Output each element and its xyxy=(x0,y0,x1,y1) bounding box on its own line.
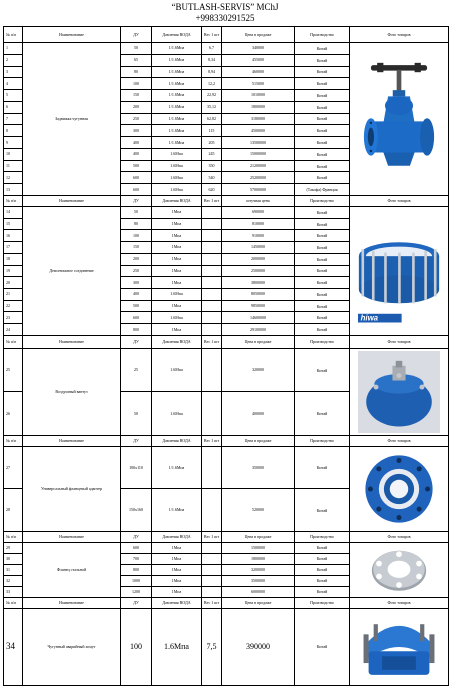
column-header-photo: Фото товаров xyxy=(350,435,449,446)
row-number: 22 xyxy=(4,300,23,312)
cell-weight: 620 xyxy=(202,184,222,196)
cell-producer: Китай xyxy=(295,277,350,289)
cell-price: 455000 xyxy=(222,54,295,66)
cell-price: 690000 xyxy=(222,206,295,218)
product-photo xyxy=(350,43,449,196)
cell-producer: Китай xyxy=(295,446,350,489)
cell-pressure: 1.6Мпа xyxy=(152,312,202,324)
cell-producer: Китай xyxy=(295,324,350,336)
row-number: 25 xyxy=(4,348,23,392)
column-header-num: № п/п xyxy=(4,27,23,43)
cell-weight xyxy=(202,446,222,489)
cell-producer: Китай xyxy=(295,54,350,66)
cell-price: 25200000 xyxy=(222,172,295,184)
column-header-num: № п/п xyxy=(4,435,23,446)
cell-price: 14600000 xyxy=(222,312,295,324)
cell-du: 400 xyxy=(121,148,152,160)
table-row xyxy=(4,446,449,489)
cell-pressure: 1Мпа xyxy=(152,300,202,312)
cell-price: 3800000 xyxy=(222,277,295,289)
column-header-photo: Фото товаров xyxy=(350,531,449,542)
column-header-num: № п/п xyxy=(4,597,23,608)
column-header-du: ДУ xyxy=(121,27,152,43)
cell-du: 1000 xyxy=(121,575,152,586)
cell-pressure: 1Мпа xyxy=(152,218,202,230)
cell-price: 520000 xyxy=(222,489,295,532)
cell-weight: 540 xyxy=(202,172,222,184)
cell-producer: Китай xyxy=(295,253,350,265)
cell-weight: 245 xyxy=(202,148,222,160)
table-header-row xyxy=(4,335,449,348)
row-number: 13 xyxy=(4,184,23,196)
column-header-pressure: Давления ВОДА xyxy=(152,195,202,206)
cell-producer: Китай xyxy=(295,137,350,149)
cell-producer: Китай xyxy=(295,312,350,324)
cell-producer: Китай xyxy=(295,172,350,184)
cell-weight xyxy=(202,242,222,254)
row-number: 24 xyxy=(4,324,23,336)
cell-weight xyxy=(202,265,222,277)
row-number: 3 xyxy=(4,66,23,78)
product-photo xyxy=(350,446,449,531)
row-number: 19 xyxy=(4,265,23,277)
row-number: 7 xyxy=(4,113,23,125)
cell-du: 200 xyxy=(121,101,152,113)
product-photo xyxy=(350,542,449,597)
cell-pressure: 1/1.6Мпа xyxy=(152,125,202,137)
column-header-du: ДУ xyxy=(121,435,152,446)
document-header xyxy=(0,0,450,26)
cell-du: 300 xyxy=(121,125,152,137)
product-photo xyxy=(350,348,449,435)
cell-producer: Китай xyxy=(295,43,350,55)
column-header-weight: Вес 1 шт xyxy=(202,597,222,608)
cell-pressure: 1/1.6Мпа xyxy=(152,446,202,489)
cell-price: 515000 xyxy=(222,78,295,90)
row-number: 14 xyxy=(4,206,23,218)
table-header-row xyxy=(4,597,449,608)
cell-price: 1450000 xyxy=(222,242,295,254)
price-table xyxy=(3,26,449,686)
cell-pressure: 1.6Мпа xyxy=(152,184,202,196)
cell-weight xyxy=(202,206,222,218)
cell-weight xyxy=(202,312,222,324)
cell-du: 100x110 xyxy=(121,446,152,489)
cell-price: 1010000 xyxy=(222,90,295,102)
cell-weight xyxy=(202,277,222,289)
row-number: 23 xyxy=(4,312,23,324)
cell-weight xyxy=(202,564,222,575)
cell-pressure: 1Мпа xyxy=(152,575,202,586)
cell-pressure: 1/1.6Мпа xyxy=(152,54,202,66)
cell-pressure: 1Мпа xyxy=(152,253,202,265)
cell-du: 100 xyxy=(121,230,152,242)
cell-price: 3200000 xyxy=(222,564,295,575)
cell-price: 2000000 xyxy=(222,253,295,265)
cell-weight xyxy=(202,575,222,586)
row-number: 26 xyxy=(4,392,23,436)
cell-pressure: 1/1.6Мпа xyxy=(152,90,202,102)
cell-producer: Китай xyxy=(295,90,350,102)
column-header-price: Цена в продаже xyxy=(222,531,295,542)
product-name: Фланец стальной xyxy=(23,542,121,597)
cell-producer: Китай xyxy=(295,101,350,113)
cell-weight: 35,12 xyxy=(202,101,222,113)
cell-pressure: 1Мпа xyxy=(152,564,202,575)
cell-pressure: 1/1.6Мпа xyxy=(152,137,202,149)
row-number: 11 xyxy=(4,160,23,172)
cell-weight xyxy=(202,392,222,436)
cell-producer: Китай xyxy=(295,125,350,137)
cell-weight xyxy=(202,300,222,312)
cell-producer: Китай xyxy=(295,242,350,254)
cell-du: 100 xyxy=(121,78,152,90)
cell-producer: Китай xyxy=(295,113,350,125)
row-number: 12 xyxy=(4,172,23,184)
cell-price: 4500000 xyxy=(222,125,295,137)
cell-producer: Китай xyxy=(295,160,350,172)
cell-price: 400000 xyxy=(222,392,295,436)
cell-du: 100 xyxy=(121,608,152,685)
cell-du: 600 xyxy=(121,172,152,184)
cell-du: 50 xyxy=(121,206,152,218)
column-header-pressure: Давления ВОДА xyxy=(152,335,202,348)
cell-du: 150 xyxy=(121,242,152,254)
column-header-name: Наименование xyxy=(23,597,121,608)
cell-weight xyxy=(202,230,222,242)
row-number: 15 xyxy=(4,218,23,230)
product-photo xyxy=(350,608,449,685)
cell-pressure: 1/1.6Мпа xyxy=(152,113,202,125)
column-header-photo: Фото товаров xyxy=(350,27,449,43)
cell-du: 400 xyxy=(121,288,152,300)
column-header-producer: Производство xyxy=(295,597,350,608)
row-number: 27 xyxy=(4,446,23,489)
cell-du: 80 xyxy=(121,66,152,78)
cell-pressure: 1Мпа xyxy=(152,553,202,564)
cell-price: 320000 xyxy=(222,348,295,392)
row-number: 10 xyxy=(4,148,23,160)
row-number: 30 xyxy=(4,553,23,564)
column-header-price: Цена в продаже xyxy=(222,335,295,348)
cell-price: 57000000 xyxy=(222,184,295,196)
cell-du: 700 xyxy=(121,553,152,564)
table-header-row xyxy=(4,435,449,446)
row-number: 34 xyxy=(4,608,23,685)
row-number: 9 xyxy=(4,137,23,149)
cell-du: 80 xyxy=(121,218,152,230)
cell-pressure: 1.6Мпа xyxy=(152,608,202,685)
cell-producer: (Такофа) Франция xyxy=(295,184,350,196)
cell-price: 21200000 xyxy=(222,160,295,172)
cell-price: 15000000 xyxy=(222,148,295,160)
cell-pressure: 1/1.6Мпа xyxy=(152,78,202,90)
row-number: 2 xyxy=(4,54,23,66)
column-header-pressure: Давления ВОДА xyxy=(152,597,202,608)
cell-price: 1800000 xyxy=(222,553,295,564)
table-row xyxy=(4,206,449,218)
cell-price: 910000 xyxy=(222,230,295,242)
row-number: 4 xyxy=(4,78,23,90)
cell-du: 200 xyxy=(121,253,152,265)
cell-price: 1500000 xyxy=(222,542,295,553)
cell-pressure: 1/1.6Мпа xyxy=(152,66,202,78)
row-number: 17 xyxy=(4,242,23,254)
column-header-pressure: Давления ВОДА xyxy=(152,27,202,43)
cell-pressure: 1.6Мпа xyxy=(152,288,202,300)
cell-pressure: 1Мпа xyxy=(152,206,202,218)
cell-weight: 62,82 xyxy=(202,113,222,125)
cell-producer: Китай xyxy=(295,348,350,392)
cell-producer: Китай xyxy=(295,608,350,685)
column-header-name: Наименование xyxy=(23,335,121,348)
cell-pressure: 1.6Мпа xyxy=(152,172,202,184)
cell-du: 25 xyxy=(121,348,152,392)
cell-producer: Китай xyxy=(295,542,350,553)
cell-producer: Китай xyxy=(295,553,350,564)
cell-producer: Китай xyxy=(295,218,350,230)
cell-pressure: 1Мпа xyxy=(152,242,202,254)
column-header-pressure: Давления ВОДА xyxy=(152,531,202,542)
cell-du: 800 xyxy=(121,564,152,575)
cell-weight xyxy=(202,553,222,564)
column-header-photo: Фото товаров xyxy=(350,195,449,206)
column-header-price: Цена в продаже xyxy=(222,435,295,446)
product-name: Демонтажное соединение xyxy=(23,206,121,335)
cell-producer: Китай xyxy=(295,575,350,586)
cell-pressure: 1Мпа xyxy=(152,230,202,242)
column-header-price: Цена в продаже xyxy=(222,597,295,608)
product-name: Чугунный аварийный хомут xyxy=(23,608,121,685)
product-name: Воздушный вантуз xyxy=(23,348,121,435)
cell-pressure: 1.6Мпа xyxy=(152,160,202,172)
cell-du: 600 xyxy=(121,542,152,553)
table-row xyxy=(4,348,449,392)
cell-du: 50 xyxy=(121,43,152,55)
cell-du: 300 xyxy=(121,277,152,289)
cell-price: 390000 xyxy=(222,608,295,685)
cell-weight: 12,2 xyxy=(202,78,222,90)
cell-weight: 8,94 xyxy=(202,66,222,78)
cell-du: 50 xyxy=(121,392,152,436)
cell-price: 3180000 xyxy=(222,113,295,125)
product-name: Задвижка чугунная xyxy=(23,43,121,196)
column-header-du: ДУ xyxy=(121,597,152,608)
cell-weight: 115 xyxy=(202,125,222,137)
cell-producer: Китай xyxy=(295,230,350,242)
cell-price: 340000 xyxy=(222,43,295,55)
cell-price: 810000 xyxy=(222,218,295,230)
cell-pressure: 1.6Мпа xyxy=(152,348,202,392)
cell-producer: Китай xyxy=(295,206,350,218)
cell-price: 29100000 xyxy=(222,324,295,336)
cell-weight xyxy=(202,489,222,532)
row-number: 18 xyxy=(4,253,23,265)
cell-pressure: 1Мпа xyxy=(152,324,202,336)
cell-weight xyxy=(202,586,222,597)
cell-producer: Китай xyxy=(295,586,350,597)
column-header-weight: Вес 1 шт xyxy=(202,435,222,446)
repair-clamp-icon xyxy=(354,609,444,685)
column-header-name: Наименование xyxy=(23,195,121,206)
cell-weight xyxy=(202,288,222,300)
column-header-name: Наименование xyxy=(23,27,121,43)
flange-adapter-icon xyxy=(357,447,441,531)
table-header-row xyxy=(4,531,449,542)
column-header-photo: Фото товаров xyxy=(350,597,449,608)
cell-pressure: 1/1.6Мпа xyxy=(152,43,202,55)
cell-weight: 7,5 xyxy=(202,608,222,685)
cell-du: 800 xyxy=(121,324,152,336)
column-header-num: № п/п xyxy=(4,531,23,542)
row-number: 21 xyxy=(4,288,23,300)
row-number: 5 xyxy=(4,90,23,102)
cell-producer: Китай xyxy=(295,78,350,90)
gate-valve-icon xyxy=(360,54,438,184)
column-header-name: Наименование xyxy=(23,435,121,446)
cell-weight: 6,7 xyxy=(202,43,222,55)
cell-pressure: 1.6Мпа xyxy=(152,392,202,436)
cell-producer: Китай xyxy=(295,265,350,277)
column-header-du: ДУ xyxy=(121,335,152,348)
column-header-num: № п/п xyxy=(4,335,23,348)
cell-weight: 205 xyxy=(202,137,222,149)
cell-pressure: 1Мпа xyxy=(152,277,202,289)
company-name: “BUTLASH-SERVIS” MChJ xyxy=(171,2,279,12)
row-number: 16 xyxy=(4,230,23,242)
product-name: Универсальный фланцевый адаптер xyxy=(23,446,121,531)
table-row xyxy=(4,608,449,685)
cell-weight xyxy=(202,324,222,336)
column-header-weight: Вес 1 шт xyxy=(202,27,222,43)
cell-price: 460000 xyxy=(222,66,295,78)
cell-price: 3500000 xyxy=(222,575,295,586)
column-header-pressure: Давления ВОДА xyxy=(152,435,202,446)
column-header-du: ДУ xyxy=(121,531,152,542)
row-number: 20 xyxy=(4,277,23,289)
table-header-row xyxy=(4,195,449,206)
row-number: 1 xyxy=(4,43,23,55)
row-number: 32 xyxy=(4,575,23,586)
cell-pressure: 1Мпа xyxy=(152,265,202,277)
cell-producer: Китай xyxy=(295,392,350,436)
cell-pressure: 1/1.6Мпа xyxy=(152,101,202,113)
cell-du: 600 xyxy=(121,312,152,324)
column-header-producer: Производство xyxy=(295,335,350,348)
cell-producer: Китай xyxy=(295,66,350,78)
cell-weight xyxy=(202,542,222,553)
row-number: 28 xyxy=(4,489,23,532)
column-header-weight: Вес 1 шт xyxy=(202,335,222,348)
column-header-price: штучная цена xyxy=(222,195,295,206)
company-phone: +998330291525 xyxy=(195,13,255,23)
cell-weight xyxy=(202,348,222,392)
cell-producer: Китай xyxy=(295,300,350,312)
row-number: 8 xyxy=(4,125,23,137)
cell-producer: Китай xyxy=(295,564,350,575)
cell-producer: Китай xyxy=(295,288,350,300)
cell-du: 250 xyxy=(121,113,152,125)
product-photo xyxy=(350,206,449,335)
column-header-weight: Вес 1 шт xyxy=(202,195,222,206)
column-header-price: Цена в продаже xyxy=(222,27,295,43)
cell-price: 1800000 xyxy=(222,101,295,113)
column-header-producer: Производство xyxy=(295,27,350,43)
air-valve-icon xyxy=(357,351,441,433)
cell-price: 8050000 xyxy=(222,288,295,300)
row-number: 6 xyxy=(4,101,23,113)
cell-price: 6000000 xyxy=(222,586,295,597)
cell-pressure: 1.6Мпа xyxy=(152,148,202,160)
cell-weight: 8,34 xyxy=(202,54,222,66)
steel-flange-icon xyxy=(363,545,435,595)
hiwa-logo: hiwa xyxy=(360,313,379,323)
column-header-photo: Фото товаров xyxy=(350,335,449,348)
cell-du: 500 xyxy=(121,300,152,312)
column-header-weight: Вес 1 шт xyxy=(202,531,222,542)
cell-price: 13500000 xyxy=(222,137,295,149)
row-number: 29 xyxy=(4,542,23,553)
cell-du: 65 xyxy=(121,54,152,66)
row-number: 31 xyxy=(4,564,23,575)
cell-du: 250 xyxy=(121,265,152,277)
cell-du: 150 xyxy=(121,90,152,102)
cell-weight xyxy=(202,218,222,230)
cell-weight: 22,92 xyxy=(202,90,222,102)
cell-weight xyxy=(202,253,222,265)
cell-price: 350000 xyxy=(222,446,295,489)
row-number: 33 xyxy=(4,586,23,597)
column-header-producer: Производство xyxy=(295,435,350,446)
dismantling-joint-icon xyxy=(351,212,447,330)
cell-pressure: 1/1.6Мпа xyxy=(152,489,202,532)
cell-pressure: 1Мпа xyxy=(152,542,202,553)
cell-du: 600 xyxy=(121,184,152,196)
cell-producer: Китай xyxy=(295,148,350,160)
column-header-producer: Производство xyxy=(295,531,350,542)
table-row xyxy=(4,542,449,553)
cell-price: 9850000 xyxy=(222,300,295,312)
cell-du: 400 xyxy=(121,137,152,149)
cell-pressure: 1Мпа xyxy=(152,586,202,597)
cell-weight: 350 xyxy=(202,160,222,172)
cell-du: 500 xyxy=(121,160,152,172)
table-header-row xyxy=(4,27,449,43)
cell-producer: Китай xyxy=(295,489,350,532)
column-header-num: № п/п xyxy=(4,195,23,206)
cell-du: 150x160 xyxy=(121,489,152,532)
column-header-name: Наименование xyxy=(23,531,121,542)
column-header-producer: Производство xyxy=(295,195,350,206)
cell-du: 1200 xyxy=(121,586,152,597)
cell-price: 2500000 xyxy=(222,265,295,277)
column-header-du: ДУ xyxy=(121,195,152,206)
table-row xyxy=(4,43,449,55)
